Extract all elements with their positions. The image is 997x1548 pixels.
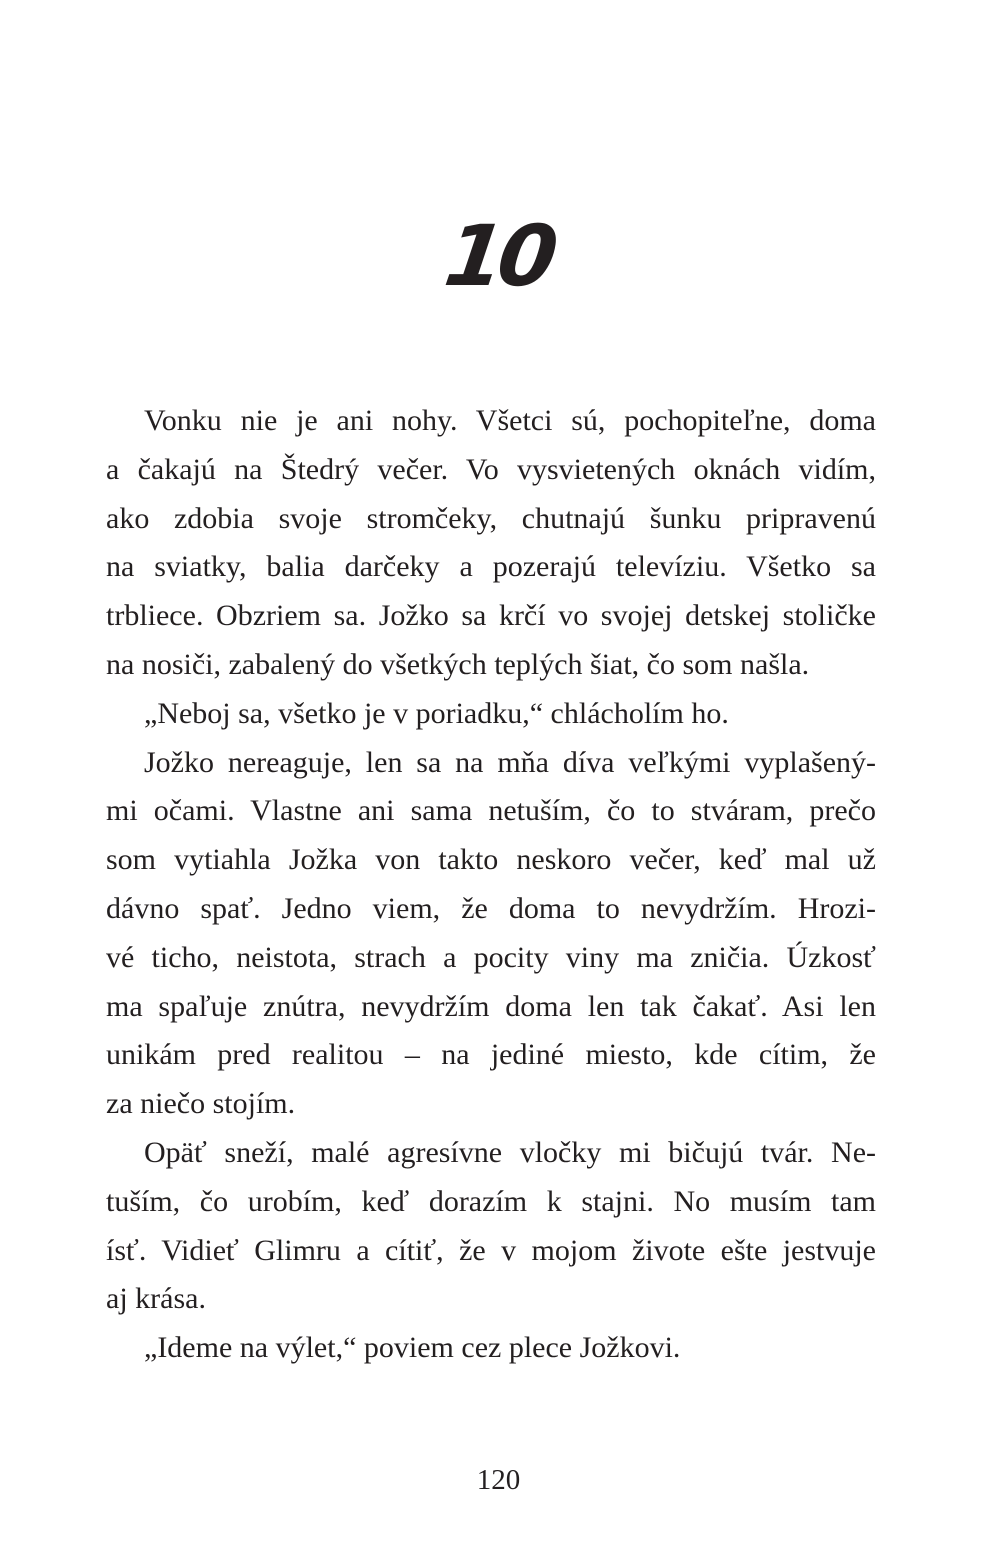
text-line: na sviatky, balia darčeky a pozerajú televíziu. Všetko sa	[106, 550, 876, 584]
text-line: „Neboj sa, všetko je v poriadku,“ chlácholím ho.	[144, 696, 729, 730]
text-line: dávno spať. Jedno viem, že doma to nevydržím. Hrozi-	[106, 891, 876, 925]
text-line: ako zdobia svoje stromčeky, chutnajú šunku pripravenú	[106, 501, 876, 535]
text-line: a čakajú na Štedrý večer. Vo vysvietených oknách vidím,	[106, 452, 876, 486]
text-line: unikám pred realitou – na jediné miesto, kde cítim, že	[106, 1038, 876, 1072]
text-line: som vytiahla Jožka von takto neskoro večer, keď mal už	[106, 843, 876, 877]
text-line: Vonku nie je ani nohy. Všetci sú, pochopiteľne, doma	[144, 404, 876, 437]
chapter-body-text	[106, 397, 876, 1373]
text-line: ísť. Vidieť Glimru a cítiť, že v mojom živote ešte jestvuje	[106, 1233, 876, 1267]
chapter-number: 10	[439, 207, 558, 305]
text-line: aj krása.	[106, 1282, 206, 1316]
text-line: ma spaľuje znútra, nevydržím doma len tak čakať. Asi len	[106, 989, 876, 1023]
page-number: 120	[476, 1464, 521, 1496]
text-line: tuším, čo urobím, keď dorazím k stajni. No musím tam	[106, 1184, 876, 1218]
text-line: mi očami. Vlastne ani sama netuším, čo to stváram, prečo	[106, 794, 876, 828]
text-line: „Ideme na výlet,“ poviem cez plece Jožkovi.	[144, 1331, 681, 1365]
text-line: trbliece. Obzriem sa. Jožko sa krčí vo svojej detskej stoličke	[106, 599, 876, 633]
text-line: na nosiči, zabalený do všetkých teplých šiat, čo som našla.	[106, 647, 810, 681]
text-line: Opäť sneží, malé agresívne vločky mi bičujú tvár. Ne-	[144, 1135, 876, 1169]
text-line: vé ticho, neistota, strach a pocity viny ma zničia. Úzkosť	[106, 940, 876, 974]
text-line: za niečo stojím.	[106, 1087, 296, 1121]
text-line: Jožko nereaguje, len sa na mňa díva veľkými vyplašený-	[144, 745, 876, 779]
